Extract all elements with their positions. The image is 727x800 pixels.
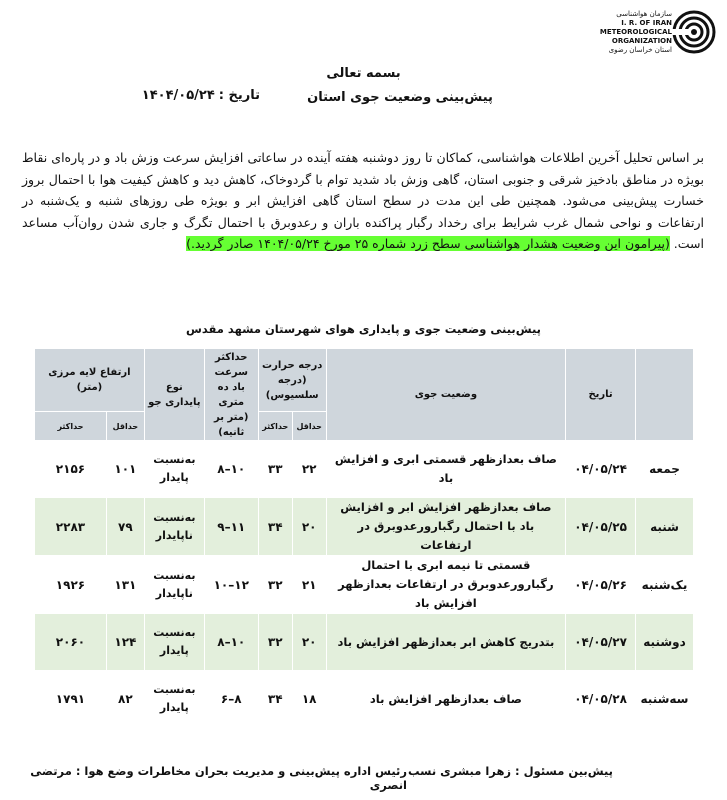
logo-line: استان خراسان رضوی (608, 46, 672, 54)
department-head-signature: رئیس اداره پیش‌بینی و مدیریت بحران مخاطرات وضع هوا : مرتضی انصری (30, 764, 407, 792)
cell-stability: به‌نسبت پایدار (144, 441, 204, 498)
cell-date: ۰۴/۰۵/۲۵ (566, 498, 636, 556)
table-row (35, 498, 694, 556)
cell-mix-max: ۲۰۶۰ (35, 614, 107, 671)
forecast-table (34, 348, 694, 728)
warning-highlight: (پیرامون این وضعیت هشدار هواشناسی سطح زرد شماره ۲۵ مورخ ۱۴۰۴/۰۵/۲۴ صادر گردید.) (186, 236, 670, 251)
header-day (636, 349, 694, 441)
cell-temp-min: ۲۲ (292, 441, 326, 498)
cell-mix-max: ۱۷۹۱ (35, 671, 107, 728)
cell-wind: ۱۲–۱۰ (204, 556, 258, 614)
cell-weather: بتدریج کاهش ابر بعدازظهر افزایش باد (326, 614, 565, 671)
cell-temp-min: ۲۰ (292, 614, 326, 671)
cell-weather: صاف بعدازظهر افزایش باد (326, 671, 565, 728)
cell-mix-max: ۱۹۲۶ (35, 556, 107, 614)
logo (568, 8, 718, 58)
cell-mix-min: ۱۲۴ (106, 614, 144, 671)
logo-line: ORGANIZATION (611, 37, 672, 45)
cell-mix-min: ۱۰۱ (106, 441, 144, 498)
cell-temp-max: ۳۳ (258, 441, 292, 498)
cell-stability: به‌نسبت پایدار (144, 614, 204, 671)
forecaster-signature: پیش‌بین مسئول : زهرا مبشری نسب (407, 764, 613, 778)
cell-day: شنبه (636, 498, 694, 556)
paragraph-text: بر اساس تحلیل آخرین اطلاعات هواشناسی، کماکان تا روز دوشنبه هفته آینده در ساعاتی افزایش سرعت وزش باد و در پاره‌ای نقاط بویژه در مناطق بادخیز شرقی و جنوبی استان، گاهی وزش باد شدید توام با گردوخاک، کاهش دید و کاهش کیفیت هوا با احتمال بروز خسارت پیش‌بینی می‌شود. همچنین طی این مدت در سطح استان گاهی افزایش ابر و بویژه طی روزهای شنبه و یک‌شنبه در ارتفاعات و نواحی شمال غرب شرایط برای رخداد رگبار پراکنده باران و رعدوبرق با احتمال تگرگ و جاری شدن روان‌آب مساعد است. (22, 150, 704, 251)
header-temp-max: حداکثر (258, 412, 292, 441)
header-date: تاریخ (566, 349, 636, 441)
header-stability: نوع پایداری جو (144, 349, 204, 441)
organization-logo-icon (672, 10, 716, 54)
cell-day: سه‌شنبه (636, 671, 694, 728)
header-weather: وضعیت جوی (326, 349, 565, 441)
cell-weather: صاف بعدازظهر قسمتی ابری و افزایش باد (326, 441, 565, 498)
header-mixing-height: ارتفاع لایه مرزی (متر) (35, 349, 145, 412)
cell-temp-min: ۱۸ (292, 671, 326, 728)
cell-date: ۰۴/۰۵/۲۶ (566, 556, 636, 614)
cell-mix-min: ۷۹ (106, 498, 144, 556)
cell-mix-min: ۸۲ (106, 671, 144, 728)
cell-stability: به‌نسبت ناپایدار (144, 498, 204, 556)
cell-weather: قسمتی تا نیمه ابری با احتمال رگبارورعدوبرق در ارتفاعات بعدازظهر افزایش باد (326, 556, 565, 614)
cell-wind: ۱۱–۹ (204, 498, 258, 556)
cell-day: یک‌شنبه (636, 556, 694, 614)
cell-mix-max: ۲۲۸۳ (35, 498, 107, 556)
header-wind: حداکثر سرعت باد ده متری (متر بر ثانیه) (204, 349, 258, 441)
header-temperature: درجه حرارت (درجه سلسیوس) (258, 349, 326, 412)
cell-date: ۰۴/۰۵/۲۴ (566, 441, 636, 498)
cell-wind: ۱۰–۸ (204, 614, 258, 671)
cell-date: ۰۴/۰۵/۲۷ (566, 614, 636, 671)
cell-day: جمعه (636, 441, 694, 498)
cell-date: ۰۴/۰۵/۲۸ (566, 671, 636, 728)
page-title: پیش‌بینی وضعیت جوی استان (307, 90, 493, 105)
table-title: پیش‌بینی وضعیت جوی و پایداری هوای شهرستان مشهد مقدس (186, 322, 541, 336)
cell-temp-max: ۳۲ (258, 614, 292, 671)
table-row (35, 441, 694, 498)
table-row (35, 556, 694, 614)
cell-mix-max: ۲۱۵۶ (35, 441, 107, 498)
logo-line: I. R. OF IRAN (621, 19, 672, 27)
cell-wind: ۱۰–۸ (204, 441, 258, 498)
cell-stability: به‌نسبت ناپایدار (144, 556, 204, 614)
logo-line: METEOROLOGICAL (599, 28, 672, 36)
cell-wind: ۸–۶ (204, 671, 258, 728)
cell-stability: به‌نسبت پایدار (144, 671, 204, 728)
cell-mix-min: ۱۳۱ (106, 556, 144, 614)
header-temp-min: حداقل (292, 412, 326, 441)
cell-day: دوشنبه (636, 614, 694, 671)
bismillah: بسمه تعالی (326, 66, 401, 81)
cell-temp-min: ۲۰ (292, 498, 326, 556)
cell-weather: صاف بعدازظهر افزایش ابر و افزایش باد با احتمال رگبارورعدوبرق در ارتفاعات (326, 498, 565, 556)
forecast-paragraph (22, 147, 704, 255)
cell-temp-max: ۳۲ (258, 556, 292, 614)
document-date (60, 88, 260, 103)
date-label: تاریخ : (218, 88, 260, 103)
header-mix-min: حداقل (106, 412, 144, 441)
cell-temp-max: ۳۴ (258, 498, 292, 556)
date-value: ۱۴۰۴/۰۵/۲۴ (141, 88, 215, 103)
table-row (35, 614, 694, 671)
cell-temp-max: ۳۴ (258, 671, 292, 728)
cell-temp-min: ۲۱ (292, 556, 326, 614)
logo-text (568, 10, 672, 55)
logo-line: سازمان هواشناسی (616, 10, 672, 18)
table-row (35, 671, 694, 728)
header-mix-max: حداکثر (35, 412, 107, 441)
